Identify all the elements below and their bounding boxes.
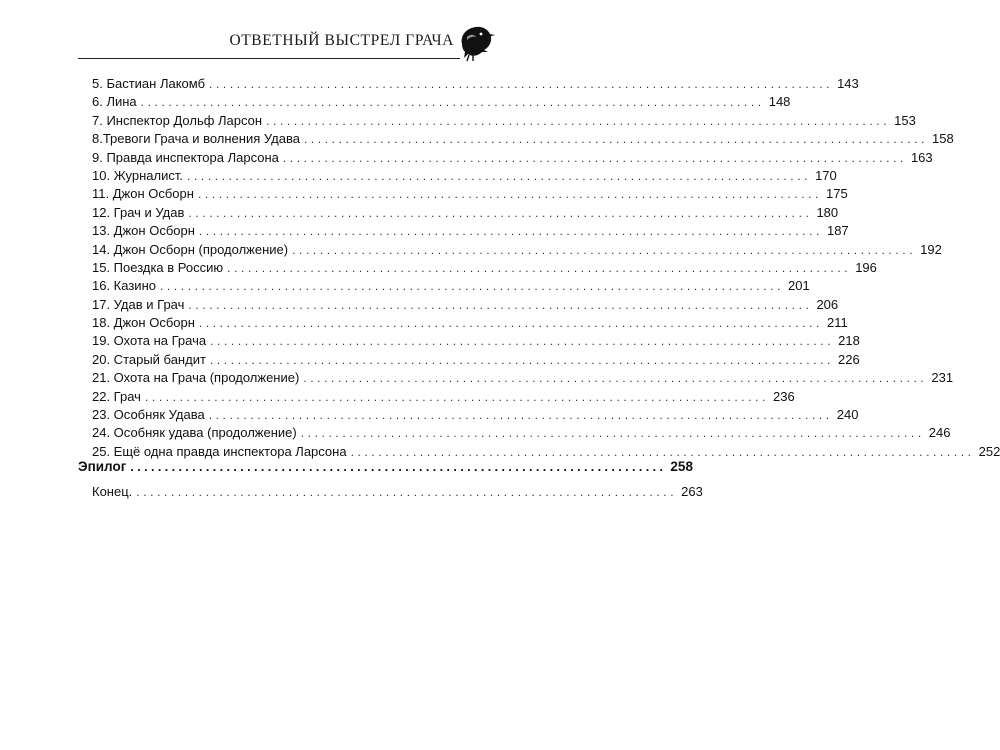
page-number: 175: [826, 186, 848, 202]
toc-entry: [78, 388, 795, 406]
dot-leader: ..........................................................................................: [159, 279, 785, 294]
page-number: 148: [768, 94, 791, 110]
dot-leader: ..........................................................................................: [210, 334, 835, 349]
page-number: 206: [816, 296, 839, 312]
running-title: ОТВЕТНЫЙ ВЫСТРЕЛ ГРАЧА: [229, 32, 454, 49]
epilogue-entry: [78, 457, 693, 477]
dot-leader: ..........................................................................................: [209, 352, 834, 367]
page-number: 180: [816, 204, 839, 220]
page-number: 143: [837, 76, 859, 91]
chapter-title: 8.Тревоги Грача и волнения Удава: [92, 131, 300, 147]
chapter-title: 23. Особняк Удава: [92, 407, 205, 423]
toc-entry: [78, 314, 848, 332]
epilogue-page-number: 258: [670, 459, 693, 474]
page-number: 158: [932, 131, 954, 147]
page-number: 246: [928, 425, 951, 441]
dot-leader: ..........................................................................................: [198, 316, 823, 331]
toc-entry: [78, 296, 839, 314]
toc-entry: [78, 130, 954, 148]
toc-entry: [78, 277, 810, 295]
dot-leader: ..........................................................................................: [140, 95, 765, 110]
dot-leader: ..........................................................................................: [303, 132, 928, 147]
dot-leader: ..........................................................................................: [187, 168, 812, 183]
dot-leader: ..........................................................................................: [188, 205, 813, 220]
toc-entry: [78, 259, 877, 277]
dot-leader: ..........................................................................................: [209, 77, 834, 91]
chapter-title: 11. Джон Осборн: [92, 186, 194, 202]
chapter-title: 20. Старый бандит: [92, 351, 206, 367]
dot-leader: ..........................................................................................: [144, 389, 770, 404]
end-page-number: 263: [681, 484, 703, 499]
dot-leader: ..........................................................................................: [300, 426, 925, 441]
chapter-title: 10. Журналист.: [92, 167, 184, 183]
toc-entry: [78, 93, 791, 111]
page-number: 153: [894, 112, 916, 128]
chapter-title: 9. Правда инспектора Ларсона: [92, 149, 279, 165]
toc-entry: [78, 112, 916, 130]
page-number: 252: [978, 443, 1000, 459]
toc-entry: [78, 167, 837, 185]
toc-entry: [78, 185, 848, 203]
dot-leader: ..........................................................................................: [227, 260, 852, 275]
toc-entry: [78, 241, 942, 259]
chapter-title: 5. Бастиан Лакомб: [92, 76, 206, 91]
chapter-title: 14. Джон Осборн (продолжение): [92, 241, 289, 257]
dot-leader: ..........................................................................................: [197, 187, 822, 202]
dot-leader: ..........................................................................................: [282, 150, 907, 165]
rook-bird-icon: [454, 22, 496, 62]
chapter-title: 22. Грач: [92, 388, 141, 404]
toc-entry: [78, 204, 839, 222]
page-number: 192: [920, 241, 942, 257]
toc-entry: [78, 149, 933, 167]
end-label: Конец.: [92, 484, 133, 499]
page-number: 218: [838, 333, 860, 349]
page-number: 231: [931, 370, 954, 386]
page-number: 201: [788, 278, 810, 294]
chapter-title: 25. Ещё одна правда инспектора Ларсона: [92, 443, 347, 459]
toc-entry: [78, 351, 860, 369]
page-number: 170: [815, 167, 837, 183]
chapter-title: 19. Охота на Грача: [92, 333, 207, 349]
chapter-title: 15. Поездка в Россию: [92, 259, 224, 275]
page-number: 236: [773, 388, 795, 404]
chapter-title: 21. Охота на Грача (продолжение): [92, 370, 300, 386]
chapter-title: 18. Джон Осборн: [92, 315, 195, 331]
dot-leader: ..........................................................................................: [188, 297, 813, 312]
page-number: 226: [837, 351, 860, 367]
epilogue-label: Эпилог: [78, 459, 127, 474]
chapter-title: 12. Грач и Удав: [92, 204, 185, 220]
epilogue-section: [78, 457, 703, 501]
page-number: 240: [836, 407, 859, 423]
header-rule: [78, 58, 460, 59]
chapter-title: 6. Лина: [92, 94, 137, 110]
chapter-title: 7. Инспектор Дольф Ларсон: [92, 112, 263, 128]
chapter-title: 17. Удав и Грач: [92, 296, 185, 312]
toc-entry: [78, 406, 859, 424]
chapter-title: 16. Казино: [92, 278, 156, 294]
dot-leader: ..........................................................................................: [198, 224, 823, 239]
page-number: 211: [826, 315, 848, 331]
toc-entry: [78, 369, 954, 387]
toc-entry: [78, 424, 951, 442]
dot-leader: ..........................................................................................: [208, 408, 833, 423]
dot-leader: ..........................................................................................: [350, 444, 975, 459]
dot-leader: ..........................................................................................: [266, 113, 891, 128]
chapter-title: 24. Особняк удава (продолжение): [92, 425, 297, 441]
table-of-contents: [78, 75, 1000, 461]
dot-leader: ..........................................................................................: [303, 371, 928, 386]
dot-leader: ..........................................................................................: [292, 242, 917, 257]
toc-entry: [78, 222, 849, 240]
toc-entry: [78, 75, 859, 93]
end-entry: [78, 483, 703, 501]
dot-leader: ..............................................................................: [130, 460, 667, 474]
chapter-title: 13. Джон Осборн: [92, 223, 195, 239]
page-number: 187: [826, 223, 849, 239]
page-number: 163: [910, 149, 933, 165]
page-number: 196: [855, 259, 877, 275]
toc-entry: [78, 332, 860, 350]
dot-leader: ..............................................................................: [136, 485, 678, 499]
